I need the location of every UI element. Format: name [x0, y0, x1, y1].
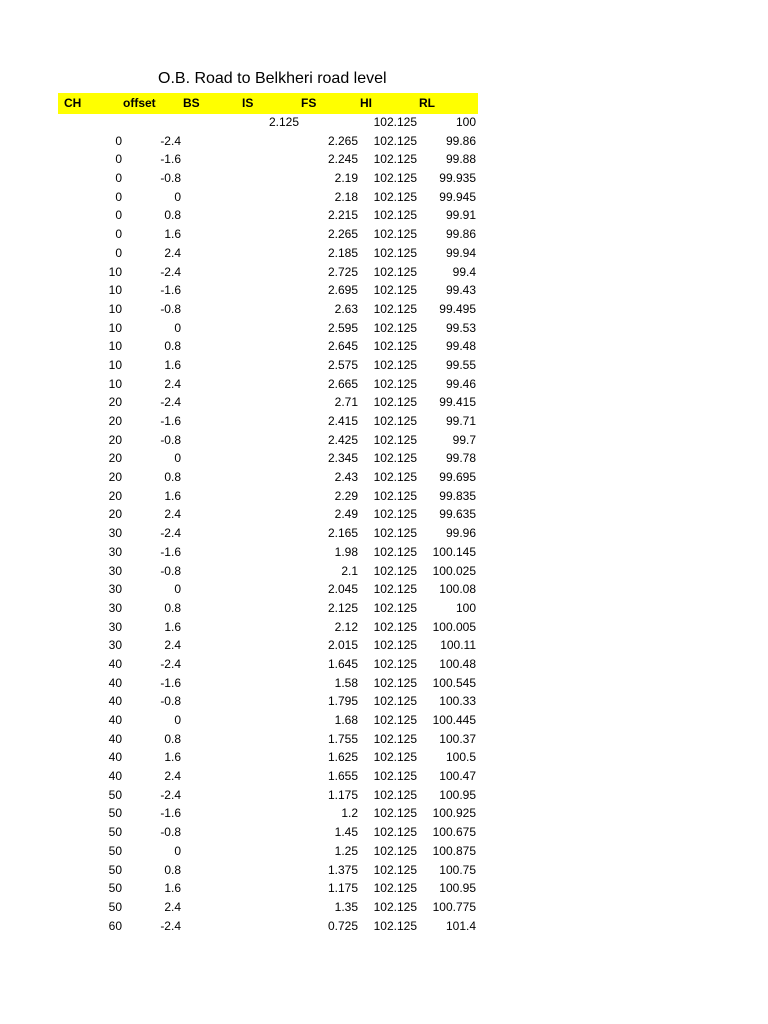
cell-fs: 2.1 — [341, 563, 358, 578]
sheet-title: O.B. Road to Belkheri road level — [158, 70, 387, 87]
cell-fs: 1.755 — [327, 731, 358, 746]
cell-ch: 30 — [108, 544, 122, 559]
cell-ch: 0 — [115, 133, 122, 148]
cell-hi: 102.125 — [373, 787, 417, 802]
header-fs: FS — [301, 96, 317, 110]
cell-hi: 102.125 — [373, 825, 417, 840]
cell-ch: 20 — [108, 507, 122, 522]
cell-hi: 102.125 — [373, 750, 417, 765]
cell-fs: 1.35 — [334, 899, 358, 914]
cell-fs: 1.45 — [334, 825, 358, 840]
cell-offset: 2.4 — [164, 769, 181, 784]
table-row — [58, 337, 478, 356]
cell-fs: 1.58 — [334, 675, 358, 690]
cell-offset: 0 — [174, 320, 181, 335]
cell-rl: 99.945 — [439, 189, 476, 204]
table-row — [58, 524, 478, 543]
cell-rl: 100.48 — [439, 656, 476, 671]
cell-offset: -2.4 — [160, 133, 181, 148]
cell-fs: 2.015 — [327, 638, 358, 653]
cell-fs: 0.725 — [327, 918, 358, 933]
cell-offset: 0.8 — [164, 600, 181, 615]
cell-hi: 102.125 — [373, 507, 417, 522]
cell-rl: 101.4 — [445, 918, 476, 933]
cell-hi: 102.125 — [373, 451, 417, 466]
cell-offset: 1.6 — [164, 488, 181, 503]
cell-offset: 0 — [174, 451, 181, 466]
cell-rl: 99.495 — [439, 301, 476, 316]
table-row — [58, 244, 478, 263]
cell-hi: 102.125 — [373, 694, 417, 709]
cell-ch: 20 — [108, 395, 122, 410]
table-row — [58, 281, 478, 300]
table-row — [58, 692, 478, 711]
cell-offset: -2.4 — [160, 656, 181, 671]
cell-rl: 100.005 — [432, 619, 476, 634]
cell-ch: 50 — [108, 881, 122, 896]
header-is: IS — [242, 96, 254, 110]
cell-rl: 99.71 — [445, 414, 476, 428]
cell-rl: 100.5 — [445, 750, 476, 765]
table-row — [58, 449, 478, 468]
cell-fs: 2.265 — [327, 227, 358, 242]
cell-offset: -2.4 — [160, 526, 181, 541]
cell-rl: 100.025 — [432, 563, 476, 578]
table-row — [58, 431, 478, 450]
cell-ch: 10 — [108, 339, 122, 354]
cell-fs: 1.375 — [327, 862, 358, 877]
cell-hi: 102.125 — [373, 544, 417, 559]
cell-ch: 10 — [108, 320, 122, 335]
cell-offset: 1.6 — [164, 750, 181, 765]
header-offset: offset — [123, 96, 156, 110]
table-row — [58, 319, 478, 338]
cell-offset: -1.6 — [160, 544, 181, 559]
cell-offset: 1.6 — [164, 227, 181, 242]
cell-fs: 1.625 — [327, 750, 358, 765]
cell-hi: 102.125 — [373, 189, 417, 204]
cell-is: 2.125 — [268, 115, 299, 129]
cell-hi: 102.125 — [373, 245, 417, 260]
table-row — [58, 132, 478, 151]
cell-ch: 20 — [108, 414, 122, 428]
cell-offset: 2.4 — [164, 376, 181, 391]
cell-rl: 99.835 — [439, 488, 476, 503]
cell-fs: 2.425 — [327, 432, 358, 447]
table-row — [58, 861, 478, 880]
cell-hi: 102.125 — [373, 582, 417, 597]
table-row — [58, 786, 478, 805]
cell-fs: 1.2 — [341, 806, 358, 821]
table-row — [58, 206, 478, 225]
cell-hi: 102.125 — [373, 432, 417, 447]
table-row — [58, 580, 478, 599]
cell-fs: 2.725 — [327, 264, 358, 279]
cell-rl: 100.47 — [439, 769, 476, 784]
cell-fs: 2.345 — [327, 451, 358, 466]
table-row — [58, 505, 478, 524]
cell-hi: 102.125 — [373, 731, 417, 746]
cell-offset: 2.4 — [164, 899, 181, 914]
cell-ch: 40 — [108, 713, 122, 727]
cell-rl: 99.635 — [439, 507, 476, 522]
cell-rl: 100.775 — [432, 899, 476, 914]
cell-offset: 0.8 — [164, 731, 181, 746]
header-hi: HI — [360, 96, 372, 110]
cell-fs: 2.19 — [334, 171, 358, 186]
cell-hi: 102.125 — [373, 357, 417, 372]
cell-rl: 100 — [455, 115, 476, 129]
cell-ch: 30 — [108, 619, 122, 634]
cell-offset: -2.4 — [160, 395, 181, 410]
cell-rl: 100.11 — [440, 638, 476, 653]
cell-rl: 99.55 — [445, 357, 476, 372]
table-row — [58, 356, 478, 375]
table-row — [58, 393, 478, 412]
cell-rl: 100.675 — [432, 825, 476, 840]
cell-fs: 1.98 — [334, 544, 358, 559]
table-row — [58, 412, 478, 431]
cell-fs: 2.215 — [327, 208, 358, 223]
cell-rl: 100.08 — [439, 582, 476, 597]
cell-ch: 50 — [108, 843, 122, 858]
cell-rl: 99.94 — [445, 245, 476, 260]
cell-fs: 2.415 — [327, 414, 358, 428]
cell-rl: 100.75 — [439, 862, 476, 877]
cell-ch: 30 — [108, 600, 122, 615]
cell-ch: 20 — [108, 488, 122, 503]
cell-offset: 2.4 — [164, 245, 181, 260]
cell-fs: 1.795 — [327, 694, 358, 709]
cell-fs: 2.245 — [327, 152, 358, 167]
cell-fs: 2.265 — [327, 133, 358, 148]
cell-hi: 102.125 — [373, 301, 417, 316]
cell-fs: 2.12 — [334, 619, 358, 634]
table-row — [58, 711, 478, 730]
cell-hi: 102.125 — [373, 376, 417, 391]
cell-fs: 2.595 — [327, 320, 358, 335]
cell-hi: 102.125 — [373, 320, 417, 335]
cell-hi: 102.125 — [373, 769, 417, 784]
cell-hi: 102.125 — [373, 843, 417, 858]
cell-offset: 0 — [174, 713, 181, 727]
cell-ch: 0 — [115, 171, 122, 186]
cell-ch: 40 — [108, 750, 122, 765]
cell-ch: 10 — [108, 376, 122, 391]
cell-offset: 2.4 — [164, 507, 181, 522]
cell-rl: 99.91 — [445, 208, 476, 223]
table-row — [58, 543, 478, 562]
cell-hi: 102.125 — [373, 526, 417, 541]
cell-fs: 2.49 — [334, 507, 358, 522]
cell-fs: 1.655 — [327, 769, 358, 784]
header-bs: BS — [183, 96, 200, 110]
cell-offset: -1.6 — [160, 806, 181, 821]
cell-ch: 30 — [108, 526, 122, 541]
table-row — [58, 562, 478, 581]
cell-hi: 102.125 — [373, 470, 417, 485]
table-row — [58, 674, 478, 693]
cell-ch: 50 — [108, 787, 122, 802]
cell-rl: 100.95 — [439, 881, 476, 896]
cell-offset: 0 — [174, 189, 181, 204]
cell-hi: 102.125 — [373, 638, 417, 653]
cell-hi: 102.125 — [373, 133, 417, 148]
table-row — [58, 879, 478, 898]
cell-rl: 100.925 — [432, 806, 476, 821]
cell-fs: 2.695 — [327, 283, 358, 298]
cell-offset: -2.4 — [160, 264, 181, 279]
cell-offset: 2.4 — [164, 638, 181, 653]
cell-rl: 100.95 — [439, 787, 476, 802]
cell-fs: 2.125 — [327, 600, 358, 615]
table-row — [58, 767, 478, 786]
cell-ch: 40 — [108, 694, 122, 709]
cell-fs: 1.25 — [334, 843, 358, 858]
cell-ch: 40 — [108, 731, 122, 746]
cell-hi: 102.125 — [373, 414, 417, 428]
cell-hi: 102.125 — [373, 918, 417, 933]
cell-hi: 102.125 — [373, 227, 417, 242]
cell-offset: 0.8 — [164, 862, 181, 877]
cell-ch: 30 — [108, 582, 122, 597]
cell-ch: 10 — [108, 301, 122, 316]
cell-rl: 100 — [455, 600, 476, 615]
cell-fs: 2.185 — [327, 245, 358, 260]
table-row — [58, 618, 478, 637]
cell-ch: 0 — [115, 227, 122, 242]
table-row — [58, 842, 478, 861]
cell-offset: 0.8 — [164, 470, 181, 485]
cell-hi: 102.125 — [373, 395, 417, 410]
table-row — [58, 263, 478, 282]
cell-offset: -0.8 — [160, 171, 181, 186]
cell-rl: 99.415 — [439, 395, 476, 410]
cell-hi: 102.125 — [373, 899, 417, 914]
cell-offset: 1.6 — [164, 619, 181, 634]
cell-hi: 102.125 — [373, 675, 417, 690]
cell-offset: -0.8 — [160, 694, 181, 709]
cell-ch: 50 — [108, 806, 122, 821]
table-row — [58, 113, 478, 132]
cell-offset: 0 — [174, 582, 181, 597]
cell-rl: 99.88 — [445, 152, 476, 167]
table-row — [58, 730, 478, 749]
cell-fs: 1.175 — [327, 787, 358, 802]
cell-fs: 1.68 — [334, 713, 358, 727]
cell-offset: 0.8 — [164, 208, 181, 223]
cell-rl: 99.46 — [445, 376, 476, 391]
cell-hi: 102.125 — [373, 488, 417, 503]
cell-ch: 0 — [115, 189, 122, 204]
cell-offset: -1.6 — [160, 675, 181, 690]
cell-hi: 102.125 — [373, 152, 417, 167]
table-row — [58, 188, 478, 207]
cell-fs: 1.645 — [327, 656, 358, 671]
cell-offset: -0.8 — [160, 563, 181, 578]
table-row — [58, 150, 478, 169]
cell-ch: 30 — [108, 563, 122, 578]
cell-hi: 102.125 — [373, 563, 417, 578]
cell-ch: 20 — [108, 432, 122, 447]
cell-hi: 102.125 — [373, 619, 417, 634]
cell-ch: 50 — [108, 862, 122, 877]
cell-ch: 10 — [108, 283, 122, 298]
cell-fs: 2.665 — [327, 376, 358, 391]
cell-fs: 2.645 — [327, 339, 358, 354]
cell-rl: 99.695 — [439, 470, 476, 485]
cell-rl: 99.96 — [445, 526, 476, 541]
table-row — [58, 823, 478, 842]
table-row — [58, 655, 478, 674]
table-row — [58, 917, 478, 936]
cell-rl: 99.53 — [445, 320, 476, 335]
cell-fs: 2.165 — [327, 526, 358, 541]
cell-hi: 102.125 — [373, 339, 417, 354]
cell-hi: 102.125 — [373, 171, 417, 186]
cell-offset: 0 — [174, 843, 181, 858]
cell-ch: 30 — [108, 638, 122, 653]
cell-fs: 2.43 — [334, 470, 358, 485]
table-row — [58, 804, 478, 823]
cell-fs: 2.18 — [334, 189, 358, 204]
table-row — [58, 169, 478, 188]
cell-hi: 102.125 — [373, 862, 417, 877]
cell-ch: 40 — [108, 769, 122, 784]
cell-rl: 99.48 — [445, 339, 476, 354]
cell-ch: 50 — [108, 825, 122, 840]
cell-offset: 0.8 — [164, 339, 181, 354]
table-row — [58, 375, 478, 394]
cell-ch: 40 — [108, 675, 122, 690]
table-row — [58, 599, 478, 618]
cell-hi: 102.125 — [373, 806, 417, 821]
cell-ch: 0 — [115, 152, 122, 167]
cell-offset: -2.4 — [160, 787, 181, 802]
cell-ch: 40 — [108, 656, 122, 671]
cell-ch: 10 — [108, 264, 122, 279]
cell-offset: -0.8 — [160, 432, 181, 447]
cell-fs: 2.71 — [334, 395, 358, 410]
cell-ch: 10 — [108, 357, 122, 372]
cell-offset: -1.6 — [160, 152, 181, 167]
cell-fs: 2.29 — [334, 488, 358, 503]
cell-offset: -0.8 — [160, 825, 181, 840]
table-row — [58, 748, 478, 767]
cell-ch: 20 — [108, 470, 122, 485]
cell-rl: 100.445 — [432, 713, 476, 727]
cell-rl: 99.86 — [445, 133, 476, 148]
cell-rl: 99.86 — [445, 227, 476, 242]
cell-rl: 99.935 — [439, 171, 476, 186]
table-row — [58, 468, 478, 487]
cell-hi: 102.125 — [373, 713, 417, 727]
header-ch: CH — [64, 96, 82, 110]
cell-rl: 99.7 — [452, 432, 476, 447]
table-row — [58, 898, 478, 917]
cell-offset: -1.6 — [160, 414, 181, 428]
cell-offset: -0.8 — [160, 301, 181, 316]
cell-rl: 100.875 — [432, 843, 476, 858]
cell-rl: 100.37 — [439, 731, 476, 746]
cell-rl: 100.145 — [432, 544, 476, 559]
cell-offset: -1.6 — [160, 283, 181, 298]
cell-rl: 100.545 — [432, 675, 476, 690]
cell-rl: 99.78 — [445, 451, 476, 466]
table-body — [58, 113, 478, 935]
table-header-row — [58, 93, 478, 114]
cell-rl: 99.4 — [452, 264, 476, 279]
cell-rl: 99.43 — [445, 283, 476, 298]
cell-ch: 20 — [108, 451, 122, 466]
cell-fs: 1.175 — [327, 881, 358, 896]
cell-hi: 102.125 — [373, 881, 417, 896]
cell-ch: 60 — [108, 918, 122, 933]
cell-ch: 0 — [115, 208, 122, 223]
cell-rl: 100.33 — [439, 694, 476, 709]
cell-hi: 102.125 — [373, 656, 417, 671]
cell-offset: 1.6 — [164, 357, 181, 372]
table-row — [58, 225, 478, 244]
cell-ch: 0 — [115, 245, 122, 260]
cell-offset: -2.4 — [160, 918, 181, 933]
cell-ch: 50 — [108, 899, 122, 914]
cell-fs: 2.575 — [327, 357, 358, 372]
cell-hi: 102.125 — [373, 600, 417, 615]
header-rl: RL — [419, 96, 435, 110]
cell-hi: 102.125 — [373, 264, 417, 279]
cell-offset: 1.6 — [164, 881, 181, 896]
table-row — [58, 487, 478, 506]
cell-hi: 102.125 — [373, 115, 417, 129]
cell-fs: 2.045 — [327, 582, 358, 597]
cell-fs: 2.63 — [334, 301, 358, 316]
cell-hi: 102.125 — [373, 208, 417, 223]
table-row — [58, 636, 478, 655]
table-row — [58, 300, 478, 319]
cell-hi: 102.125 — [373, 283, 417, 298]
